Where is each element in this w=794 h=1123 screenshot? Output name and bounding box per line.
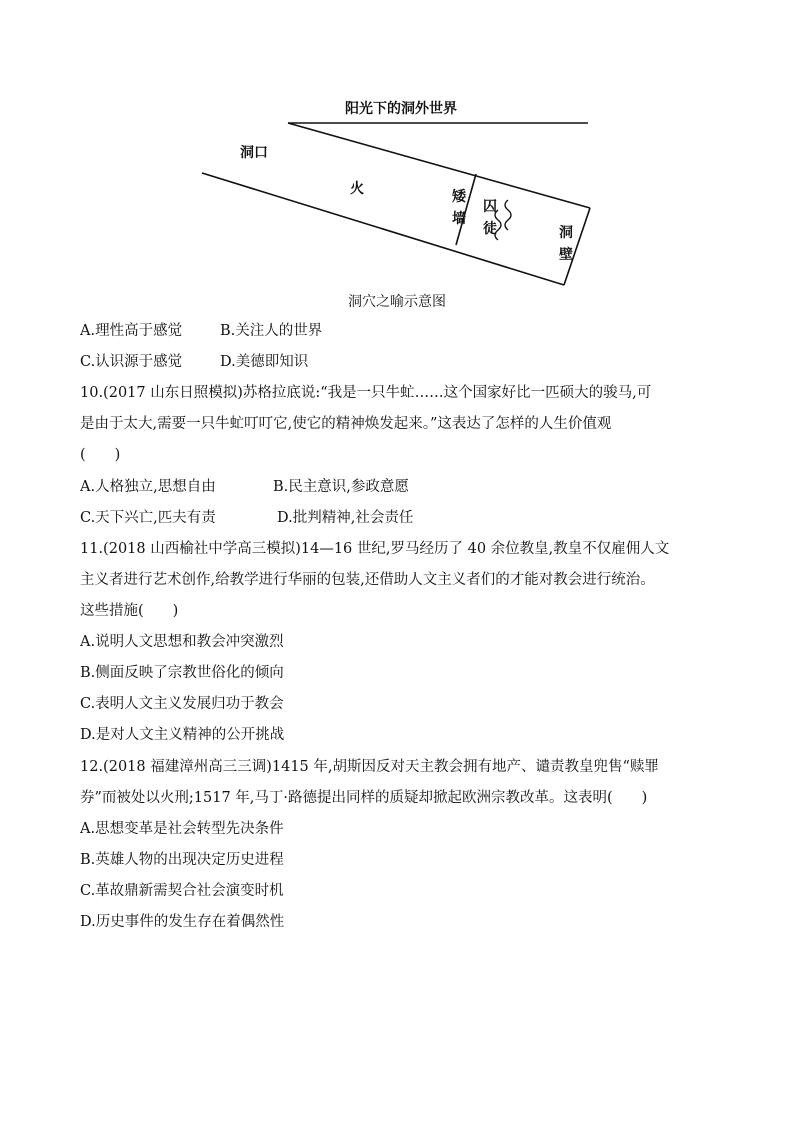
q12-option-d: D.历史事件的发生存在着偶然性 — [80, 914, 285, 930]
prisoner-label: 囚徒 — [483, 199, 497, 237]
q11-option-b: B.侧面反映了宗教世俗化的倾向 — [80, 665, 284, 681]
q10-stem-line2: 是由于太大,需要一只牛虻叮叮它,使它的精神焕发起来。”这表达了怎样的人生价值观 — [80, 416, 612, 432]
q11-stem-line2: 主义者进行艺术创作,给教学进行华丽的包装,还借助人文主义者们的才能对教会进行统治。 — [80, 572, 655, 588]
q10-option-b: B.民主意识,参政意愿 — [273, 479, 409, 495]
q10-stem-line1: 10.(2017 山东日照模拟)苏格拉底说:“我是一只牛虻……这个国家好比一匹硕大的骏马,可 — [80, 385, 652, 401]
q10-option-c: C.天下兴亡,匹夫有责 — [80, 510, 216, 526]
q9-option-c: C.认识源于感觉 — [80, 354, 183, 370]
q10-option-a: A.人格独立,思想自由 — [80, 479, 216, 495]
cave-entrance-label: 洞口 — [240, 145, 268, 161]
q11-stem-line1: 11.(2018 山西榆社中学高三模拟)14—16 世纪,罗马经历了 40 余位教皇,教皇不仅雇佣人文 — [80, 541, 670, 557]
cave-ceiling-line — [288, 123, 590, 208]
low-wall-label: 矮墙 — [452, 189, 466, 227]
q11-option-c: C.表明人文主义发展归功于教会 — [80, 696, 284, 712]
cave-allegory-diagram — [190, 90, 610, 290]
q12-option-c: C.革故鼎新需契合社会演变时机 — [80, 883, 284, 899]
diagram-caption: 洞穴之喻示意图 — [348, 294, 446, 310]
q10-option-d: D.批判精神,社会责任 — [277, 510, 414, 526]
outside-world-label: 阳光下的洞外世界 — [345, 101, 457, 117]
q9-option-d: D.美德即知识 — [220, 354, 309, 370]
cave-floor-line — [202, 173, 564, 285]
q9-option-a: A.理性高于感觉 — [80, 323, 183, 339]
q12-option-b: B.英雄人物的出现决定历史进程 — [80, 852, 284, 868]
q11-stem-line3: 这些措施( ) — [80, 603, 179, 619]
cave-diagram-lines — [190, 90, 610, 290]
q12-option-a: A.思想变革是社会转型先决条件 — [80, 821, 284, 837]
q10-stem-line3: ( ) — [80, 447, 121, 463]
q11-option-a: A.说明人文思想和教会冲突激烈 — [80, 634, 284, 650]
prisoner-squiggle-1 — [505, 200, 511, 230]
q12-stem-line1: 12.(2018 福建漳州高三三调)1415 年,胡斯因反对天主教会拥有地产、谴责教皇兜售“赎罪 — [80, 759, 659, 775]
q12-stem-line2: 券”而被处以火刑;1517 年,马丁·路德提出同样的质疑却掀起欧洲宗教改革。这表明( ) — [80, 790, 648, 806]
fire-label: 火 — [350, 181, 364, 197]
q9-option-b: B.关注人的世界 — [220, 323, 323, 339]
q11-option-d: D.是对人文主义精神的公开挑战 — [80, 727, 285, 743]
cave-wall-label: 洞壁 — [559, 225, 573, 263]
